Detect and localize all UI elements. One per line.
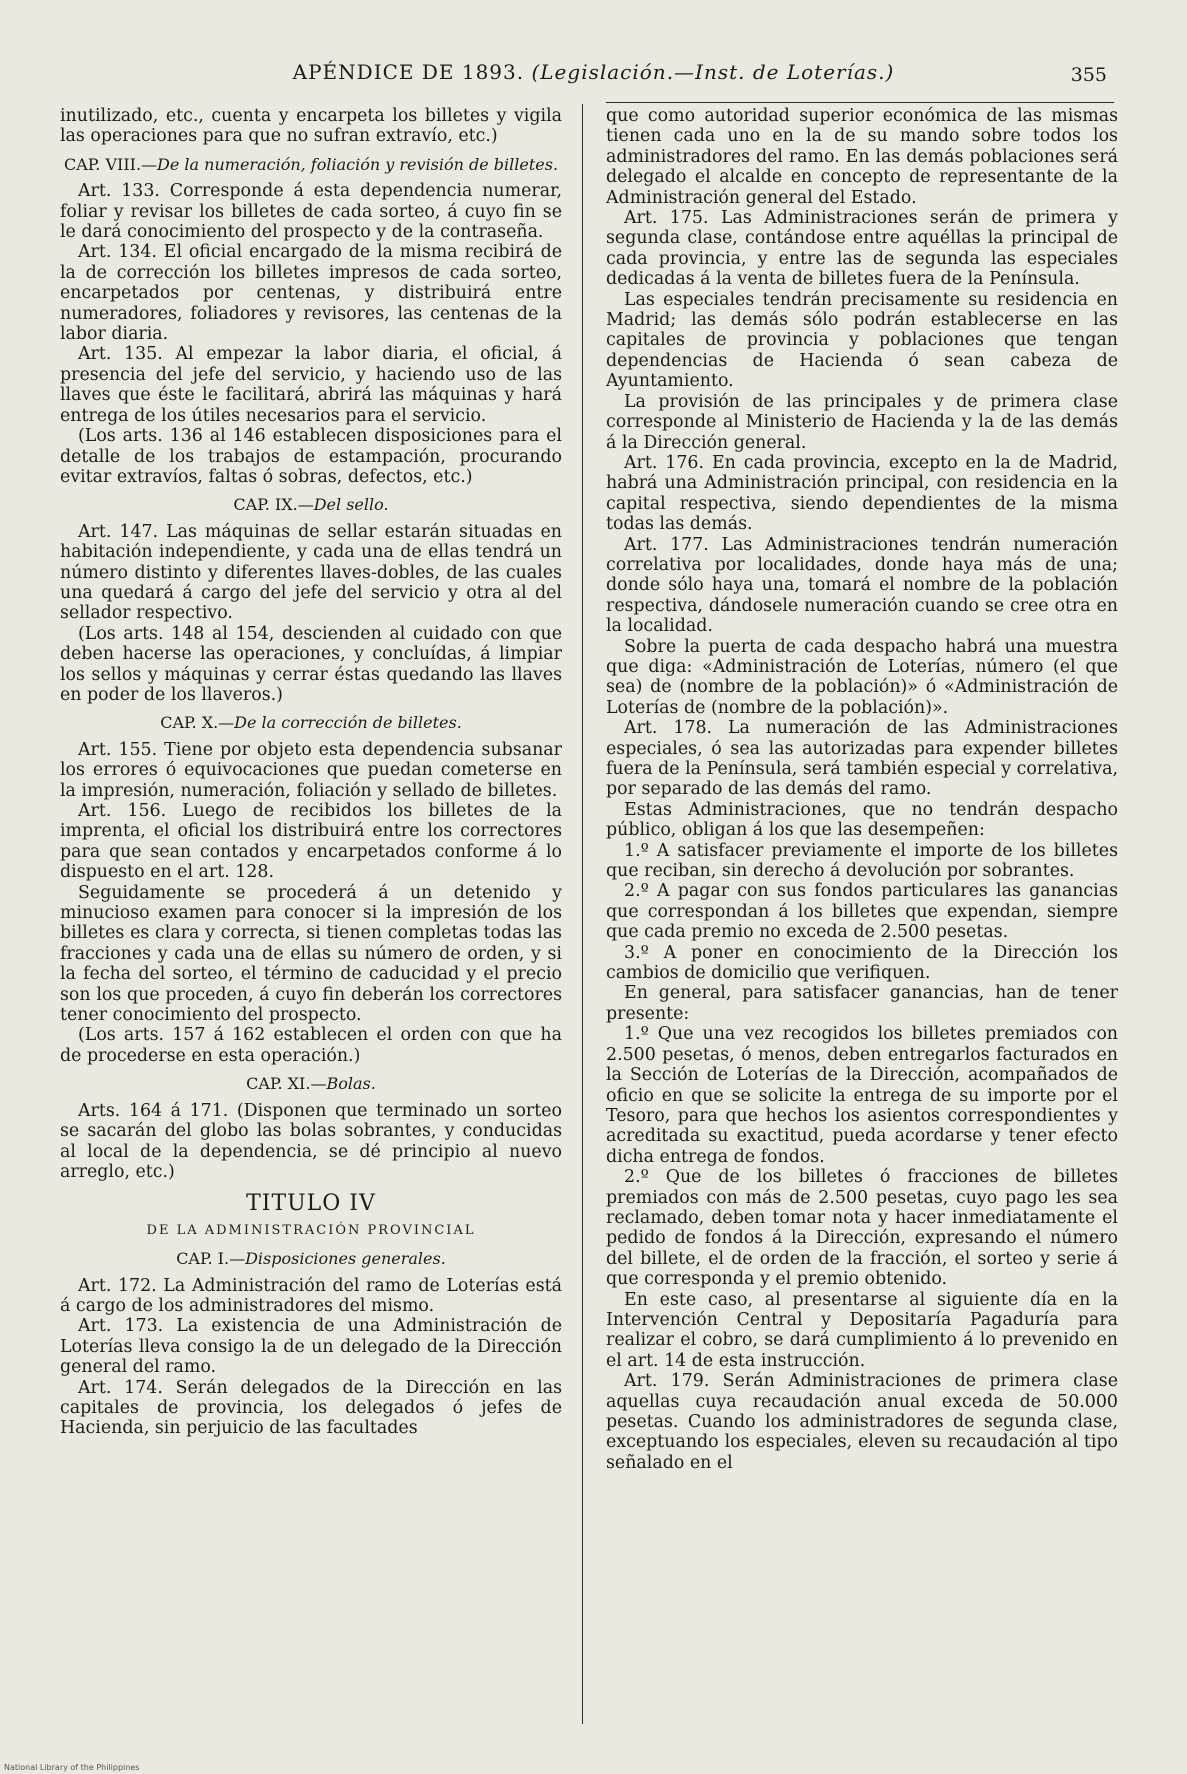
paragraph: En general, para satisfacer ganancias, han de tener presente: [606,983,1118,1024]
paragraph: que como autoridad superior económica de las mismas tienen cada uno en la de su mando sobre todos los administradores del ramo. En las demás poblaciones será delegado el alcalde en concepto de representante de la Administración general del Estado. [606,106,1118,208]
chapter-title: Del sello. [313,495,389,515]
paragraph: Art. 156. Luego de recibidos los billetes de la imprenta, el oficial los distribuirá entre los correctores para que sean contados y encarpetados conforme á lo dispuesto en el art. 128. [60,801,562,883]
footer-credit: National Library of the Philippines [4,1763,140,1772]
paragraph: (Los arts. 136 al 146 establecen disposiciones para el detalle de los trabajos de estampación, procurando evitar extravíos, faltas ó sobras, defectos, etc.) [60,426,562,487]
right-column [606,106,1118,1473]
paragraph: 1.º Que una vez recogidos los billetes premiados con 2.500 pesetas, ó menos, deben entregarlos facturados en la Sección de Loterías de la Dirección, acompañados de oficio en que se solicite la entrega de su importe por el Tesoro, para que hechos los asientos correspondientes y acreditada su exactitud, pueda acordarse y tener efecto dicha entrega de fondos. [606,1024,1118,1167]
paragraph: Art. 178. La numeración de las Administraciones especiales, ó sea las autorizadas para expender billetes fuera de la Península, será también especial y correlativa, por separado de las demás del ramo. [606,718,1118,800]
header-rule [606,102,1114,103]
page-number: 355 [1070,64,1107,86]
left-column [60,106,562,1439]
paragraph: Art. 135. Al empezar la labor diaria, el oficial, á presencia del jefe del servicio, y haciendo uso de las llaves que éste le facilitará, abrirá las máquinas y hará entrega de los útiles necesarios para el servicio. [60,344,562,426]
chapter-heading [60,155,562,175]
chapter-label: CAP. XI.— [246,1074,327,1094]
paragraph: Art. 174. Serán delegados de la Dirección en las capitales de provincia, los delegados ó jefes de Hacienda, sin perjuicio de las facultades [60,1377,562,1439]
chapter-heading [60,495,562,515]
chapter-label: CAP. IX.— [233,495,314,515]
paragraph: Art. 173. La existencia de una Administración de Loterías lleva consigo la de un delegado de la Dirección general del ramo. [60,1316,562,1378]
title-subheading: DE LA ADMINISTRACIÓN PROVINCIAL [146,1222,476,1238]
chapter-heading [60,1249,562,1269]
title-heading: TITULO IV [246,1191,376,1217]
paragraph: Estas Administraciones, que no tendrán despacho público, obligan á los que las desempeñen: [606,799,1118,841]
paragraph: Art. 175. Las Administraciones serán de primera y segunda clase, contándose entre aquéllas la principal de cada provincia, y entre las de segunda las especiales dedicadas á la venta de billetes fuera de la Península. [606,208,1118,290]
paragraph: 3.º A poner en conocimiento de la Dirección los cambios de domicilio que verifiquen. [606,942,1118,984]
paragraph: inutilizado, etc., cuenta y encarpeta los billetes y vigila las operaciones para que no sufran extravío, etc.) [60,106,562,147]
chapter-label: CAP. X.— [160,713,235,733]
paragraph: 2.º A pagar con sus fondos particulares las ganancias que correspondan á los billetes que expendan, siempre que cada premio no exceda de 2.500 pesetas. [606,881,1118,943]
paragraph: Arts. 164 á 171. (Disponen que terminado un sorteo se sacarán del globo las bolas sobrantes, y conducidas al local de la dependencia, se dé principio al nuevo arreglo, etc.) [60,1100,562,1182]
paragraph: Art. 133. Corresponde á esta dependencia numerar, foliar y revisar los billetes de cada sorteo, á cuyo fin se le dará conocimiento del prospecto y de la contraseña. [60,181,562,243]
paragraph: (Los arts. 148 al 154, descienden al cuidado con que deben hacerse las operaciones, y concluídas, á limpiar los sellos y máquinas y cerrar éstas quedando las llaves en poder de los llaveros.) [60,623,562,705]
chapter-title: Bolas. [326,1074,376,1094]
paragraph: (Los arts. 157 á 162 establecen el orden con que ha de procederse en esta operación.) [60,1025,562,1066]
header-title-plain: APÉNDICE DE 1893. [292,60,525,84]
paragraph: Art. 172. La Administración del ramo de Loterías está á cargo de los administradores del mismo. [60,1275,562,1316]
paragraph: En este caso, al presentarse al siguiente día en la Intervención Central y Depositaría Pagaduría para realizar el cobro, se dará cumplimiento á lo prevenido en el art. 14 de esta instrucción. [606,1289,1118,1371]
paragraph: Art. 179. Serán Administraciones de primera clase aquellas cuya recaudación anual exceda de 50.000 pesetas. Cuando los administradores de segunda clase, exceptuando los especiales, eleven su recaudación al tipo señalado en el [606,1371,1118,1473]
paragraph: 1.º A satisfacer previamente el importe de los billetes que reciban, sin derecho á devolución por sobrantes. [606,840,1118,882]
paragraph: 2.º Que de los billetes ó fracciones de billetes premiados con más de 2.500 pesetas, cuyo pago les sea reclamado, deben tomar nota y hacer inmediatamente el pedido de fondos á la Dirección, expresando el número del billete, el de orden de la fracción, el sorteo y serie á que corresponda y el premio obtenido. [606,1167,1118,1290]
paragraph: Las especiales tendrán precisamente su residencia en Madrid; las demás sólo podrán establecerse en las capitales de provincia y poblaciones que tengan dependencias de Hacienda ó sean cabeza de Ayuntamiento. [606,289,1118,392]
header-title [0,60,1187,84]
paragraph: Art. 147. Las máquinas de sellar estarán situadas en habitación independiente, y cada una de ellas tendrá un número distinto y diferentes llaves-dobles, de las cuales una quedará á cargo del jefe del servicio y otra al del sellador respectivo. [60,521,562,624]
chapter-heading [60,1074,562,1094]
paragraph: Art. 134. El oficial encargado de la misma recibirá de la de corrección los billetes impresos de cada sorteo, encarpetados por centenas, y distribuirá entre numeradores, foliadores y revisores, las centenas de la labor diaria. [60,242,562,345]
paragraph: Art. 177. Las Administraciones tendrán numeración correlativa por localidades, donde haya más de una; donde sólo haya una, tomará el nombre de la población respectiva, dándosele numeración cuando se cree otra en la localidad. [606,534,1118,637]
chapter-label: CAP. VIII.— [63,154,158,174]
paragraph: La provisión de las principales y de primera clase corresponde al Ministerio de Hacienda y la de las demás á la Dirección general. [606,391,1118,453]
chapter-label: CAP. I.— [176,1249,246,1269]
paragraph: Seguidamente se procederá á un detenido y minucioso examen para conocer si la impresión de los billetes es clara y correcta, si tienen completas todas las fracciones y cada una de ellas su número de orden, y si la fecha del sorteo, el término de caducidad y el precio son los que proceden, á cuyo fin deberán los correctores tener conocimiento del prospecto. [60,882,562,1026]
running-header [0,60,1187,90]
paragraph: Art. 176. En cada provincia, excepto en la de Madrid, habrá una Administración principal, con residencia en la capital respectiva, siendo dependientes de la misma todas las demás. [606,452,1118,535]
chapter-title: Disposiciones generales. [245,1249,446,1269]
chapter-title: De la numeración, foliación y revisión de billetes. [157,154,559,174]
column-divider [582,104,583,1724]
chapter-heading [60,713,562,733]
chapter-title: De la corrección de billetes. [234,713,462,733]
paragraph: Art. 155. Tiene por objeto esta dependencia subsanar los errores ó equivocaciones que puedan cometerse en la impresión, numeración, foliación y sellado de billetes. [60,739,562,801]
paragraph: Sobre la puerta de cada despacho habrá una muestra que diga: «Administración de Loterías, número (el que sea) de (nombre de la población)» ó «Administración de Loterías de (nombre de la población)». [606,636,1118,718]
header-title-italic: (Legislación.—Inst. de Loterías.) [531,60,895,84]
